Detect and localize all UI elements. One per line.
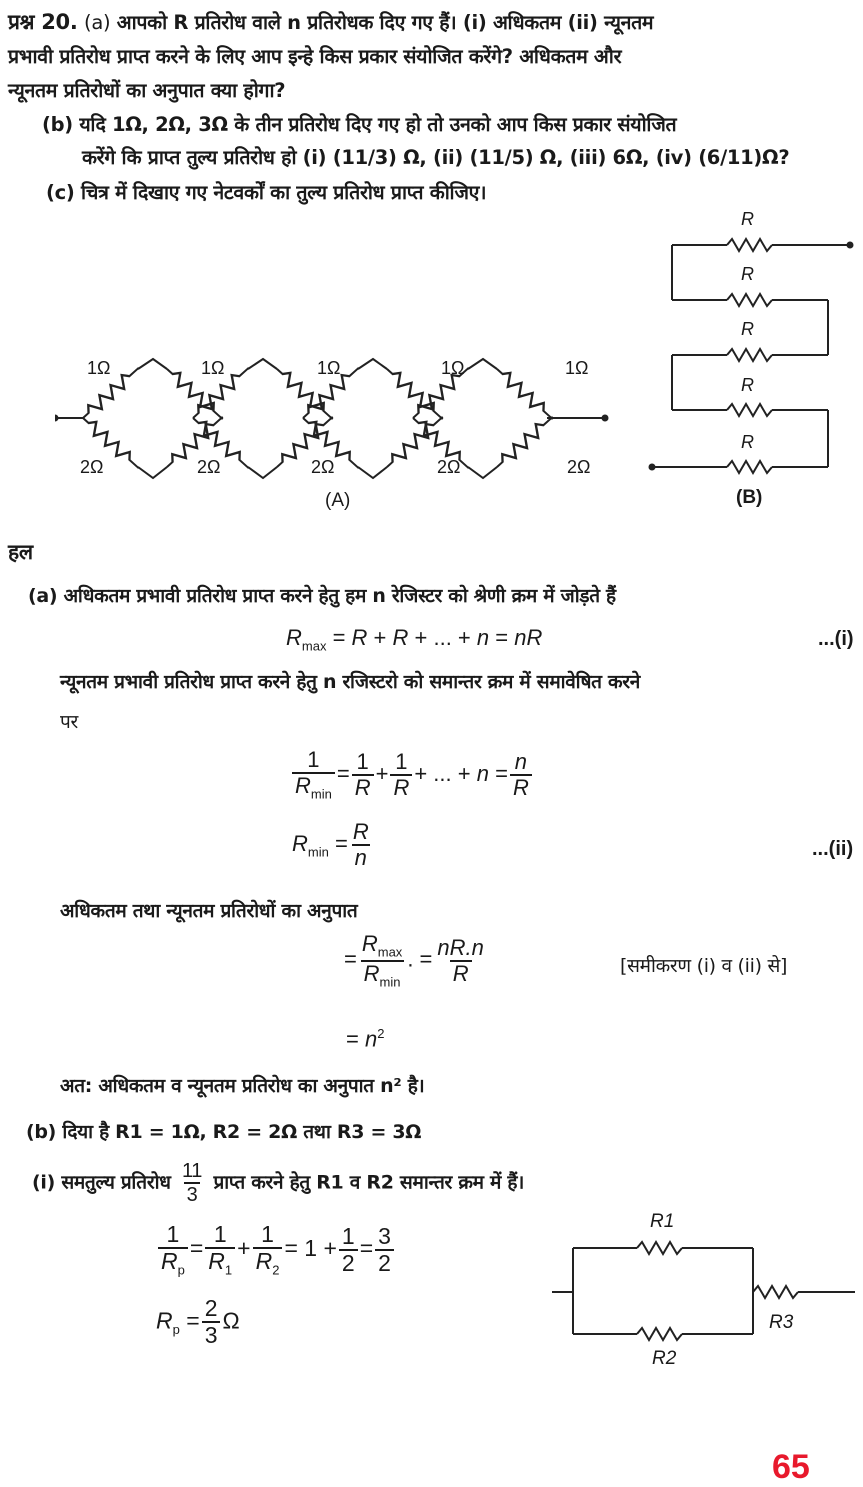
part-a-label: (a) xyxy=(84,11,111,34)
fraction-11-3: $\frac{11}{3}$ xyxy=(181,1160,203,1206)
equation-rmax: $R_{max} = R + R$ + ... + n = nR xyxy=(286,625,543,654)
solution-heading: हल xyxy=(8,540,33,564)
label-r1: R1 xyxy=(650,1211,675,1232)
part-b-label: (b) xyxy=(42,113,73,136)
question-text-1: आपको R प्रतिरोध वाले n प्रतिरोधक दिए गए हैं। (i) अधिकतम (ii) न्यूनतम xyxy=(116,11,654,34)
solution-a-line-1 xyxy=(28,582,616,608)
figure-b-series-network xyxy=(640,205,863,515)
label-bottom-3: 2Ω xyxy=(311,457,335,477)
solution-b-i-post: प्राप्त करने हेतु R1 व R2 समान्तर क्रम में हैं। xyxy=(213,1171,525,1194)
resistor-label-3: R xyxy=(741,319,754,339)
parallel-series-diagram xyxy=(545,1205,863,1375)
solution-b-label: (b) xyxy=(26,1121,57,1143)
series-resistor-diagram xyxy=(640,205,863,515)
equation-tag-i: ...(i) xyxy=(818,628,854,650)
equation-rp: $R_p$ = $\frac{2}{3}$ Ω xyxy=(156,1295,240,1349)
label-top-1: 1Ω xyxy=(87,358,111,378)
solution-b-i-label: (i) xyxy=(32,1171,55,1194)
figure-a-caption: (A) xyxy=(325,490,351,511)
figure-a-diamond-network xyxy=(55,345,625,520)
solution-b-i-pre: समतुल्य प्रतिरोध xyxy=(61,1171,171,1194)
resistor-label-5: R xyxy=(741,432,754,452)
label-bottom-5: 2Ω xyxy=(567,457,591,477)
question-line-2: प्रभावी प्रतिरोध प्राप्त करने के लिए आप इन्हे किस प्रकार संयोजित करेंगे? अधिकतम और xyxy=(8,45,622,68)
terminal-bottom xyxy=(649,464,656,471)
solution-b-given xyxy=(26,1118,421,1144)
solution-b-i xyxy=(32,1160,524,1206)
question-label: प्रश्न 20. xyxy=(8,10,78,34)
figure-b-caption: (B) xyxy=(736,487,763,508)
part-c-label: (c) xyxy=(46,181,75,204)
equation-ratio: = $\frac{R_{max}}{R_{min}}$ . = $\frac{nR.n}{R}$ xyxy=(344,931,484,990)
resistor-label-4: R xyxy=(741,375,754,395)
part-c-text: चित्र में दिखाए गए नेटवर्कों का तुल्य प्रतिरोध प्राप्त कीजिए। xyxy=(80,181,487,204)
figure-c-parallel-series-circuit xyxy=(545,1205,863,1375)
label-top-3: 1Ω xyxy=(317,358,341,378)
equation-rp-inverse: $\frac{1}{R_p}$ = $\frac{1}{R_1}$ + $\frac{1}{R_2}$ = 1 + $\frac{1}{2}$ = $\frac{3}{2}$ xyxy=(156,1222,396,1278)
label-top-2: 1Ω xyxy=(201,358,225,378)
diamond-4 xyxy=(409,359,557,478)
terminal-left xyxy=(55,415,59,422)
equation-inverse-rmin: $\frac{1}{R_{min}}$ = $\frac{1}{R}$ + $\frac{1}{R}$ + ... + n = $\frac{n}{R}$ xyxy=(290,748,534,802)
solution-a-text-1: अधिकतम प्रभावी प्रतिरोध प्राप्त करने हेतु हम n रेजिस्टर को श्रेणी क्रम में जोड़ते हैं xyxy=(63,585,616,607)
solution-a-line-3: पर xyxy=(60,711,78,733)
label-top-5: 1Ω xyxy=(565,358,589,378)
label-r3: R3 xyxy=(769,1312,794,1333)
label-bottom-4: 2Ω xyxy=(437,457,461,477)
solution-a-line-2: न्यूनतम प्रभावी प्रतिरोध प्राप्त करने हेतु n रजिस्टरो को समान्तर क्रम में समावेषित करने xyxy=(60,671,641,693)
solution-b-given-text: दिया है R1 = 1Ω, R2 = 2Ω तथा R3 = 3Ω xyxy=(62,1121,422,1143)
question-part-b-line-2: करेंगे कि प्राप्त तुल्य प्रतिरोध हो (i) (11/3) Ω, (ii) (11/5) Ω, (iii) 6Ω, (iv) (6/11)Ω? xyxy=(82,146,790,169)
resistor-label-1: R xyxy=(741,209,754,229)
terminal-top xyxy=(847,242,854,249)
label-bottom-1: 2Ω xyxy=(80,457,104,477)
question-part-b-line-1 xyxy=(42,110,676,137)
equation-rmin: $R_{min}$ = $\frac{R}{n}$ xyxy=(292,819,369,871)
solution-a-conclusion: अत: अधिकतम व न्यूनतम प्रतिरोध का अनुपात n² है। xyxy=(60,1075,425,1097)
page-number: 65 xyxy=(772,1448,810,1486)
question-line-3: न्यूनतम प्रतिरोधों का अनुपात क्या होगा? xyxy=(8,79,286,102)
ratio-heading: अधिकतम तथा न्यूनतम प्रतिरोधों का अनुपात xyxy=(60,900,358,922)
label-top-4: 1Ω xyxy=(441,358,465,378)
equation-n-squared: = $n^2$ xyxy=(346,1026,385,1052)
label-bottom-2: 2Ω xyxy=(197,457,221,477)
solution-a-label: (a) xyxy=(28,585,58,607)
equation-reference: [समीकरण (i) व (ii) से] xyxy=(620,955,788,977)
question-part-c xyxy=(46,178,486,205)
equation-tag-ii: ...(ii) xyxy=(812,838,854,860)
question-line-1 xyxy=(8,8,653,36)
part-b-text-1: यदि 1Ω, 2Ω, 3Ω के तीन प्रतिरोध दिए गए हो तो उनको आप किस प्रकार संयोजित xyxy=(79,113,677,136)
resistor-label-2: R xyxy=(741,264,754,284)
label-r2: R2 xyxy=(652,1348,677,1369)
